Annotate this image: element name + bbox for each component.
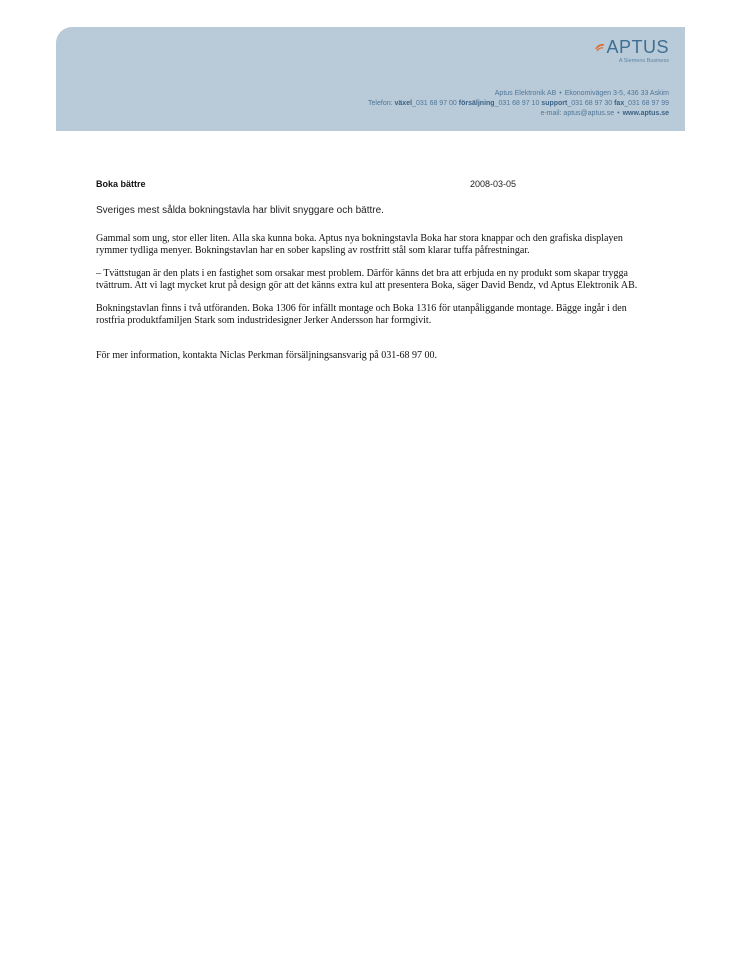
support-number: 031 68 97 30 — [571, 100, 613, 107]
document-body — [96, 233, 651, 374]
company-logo — [595, 37, 669, 65]
document-date: 2008-03-05 — [470, 179, 517, 189]
email-line: e-mail: aptus@aptus.se • www.aptus.se — [540, 110, 669, 117]
switchboard-label: växel — [394, 100, 413, 107]
document-title: Boka bättre — [96, 179, 146, 189]
company-name: Aptus Elektronik AB — [494, 90, 557, 97]
logo-wordmark: APTUS — [606, 37, 669, 57]
lead-sentence: Sveriges mest sålda bokningstavla har blivit snyggare och bättre. — [96, 205, 384, 216]
address-line: Aptus Elektronik AB • Ekonomivägen 3-5, 436 33 Askim — [494, 90, 669, 97]
support-label: support — [541, 100, 568, 107]
closing-paragraph: För mer information, kontakta Niclas Perkman försäljningsansvarig på 031-68 97 00. — [96, 350, 438, 361]
fax-number: 031 68 97 99 — [628, 100, 669, 107]
sales-number: 031 68 97 10 — [498, 100, 540, 107]
body-paragraph: Gammal som ung, stor eller liten. Alla ska kunna boka. Aptus nya bokningstavla Boka har stora knappar och den grafiska displayen rymmer tydliga menyer. Bokningstavlan har en sober kapsling av rostfritt stål som klarar tuffa påfrestningar. — [96, 233, 623, 256]
contact-block — [368, 89, 669, 119]
email-link[interactable]: aptus@aptus.se — [563, 110, 615, 117]
title-row — [96, 179, 656, 193]
body-paragraph: – Tvättstugan är den plats i en fastighet som orsakar mest problem. Därför känns det bra att erbjuda en ny produkt som skapar trygga tvättrum. Att vi lagt mycket krut på design gör att det känns extra kul att presentera Boka, säger David Bendz, vd Aptus Elektronik AB. — [96, 268, 638, 291]
logo-swoosh-icon — [595, 42, 605, 52]
body-paragraph: Bokningstavlan finns i två utföranden. Boka 1306 för infällt montage och Boka 1316 för utanpåliggande montage. Bägge ingår i den rostfria produktfamiljen Stark som industridesigner Jerker Andersson har formgivit. — [96, 303, 627, 326]
phone-label: Telefon: — [368, 100, 393, 107]
company-address: Ekonomivägen 3-5, 436 33 Askim — [564, 90, 669, 97]
fax-label: fax — [614, 100, 625, 107]
website-link[interactable]: www.aptus.se — [622, 110, 669, 117]
phone-line: Telefon: växel_031 68 97 00 försäljning_031 68 97 10 support_031 68 97 30 fax_031 68 97 99 — [368, 100, 669, 107]
letterhead-band — [56, 27, 685, 131]
switchboard-number: 031 68 97 00 — [415, 100, 457, 107]
email-label: e-mail: — [540, 110, 562, 117]
logo-tagline: A Siemens Business — [618, 58, 669, 64]
sales-label: försäljning — [458, 100, 495, 107]
